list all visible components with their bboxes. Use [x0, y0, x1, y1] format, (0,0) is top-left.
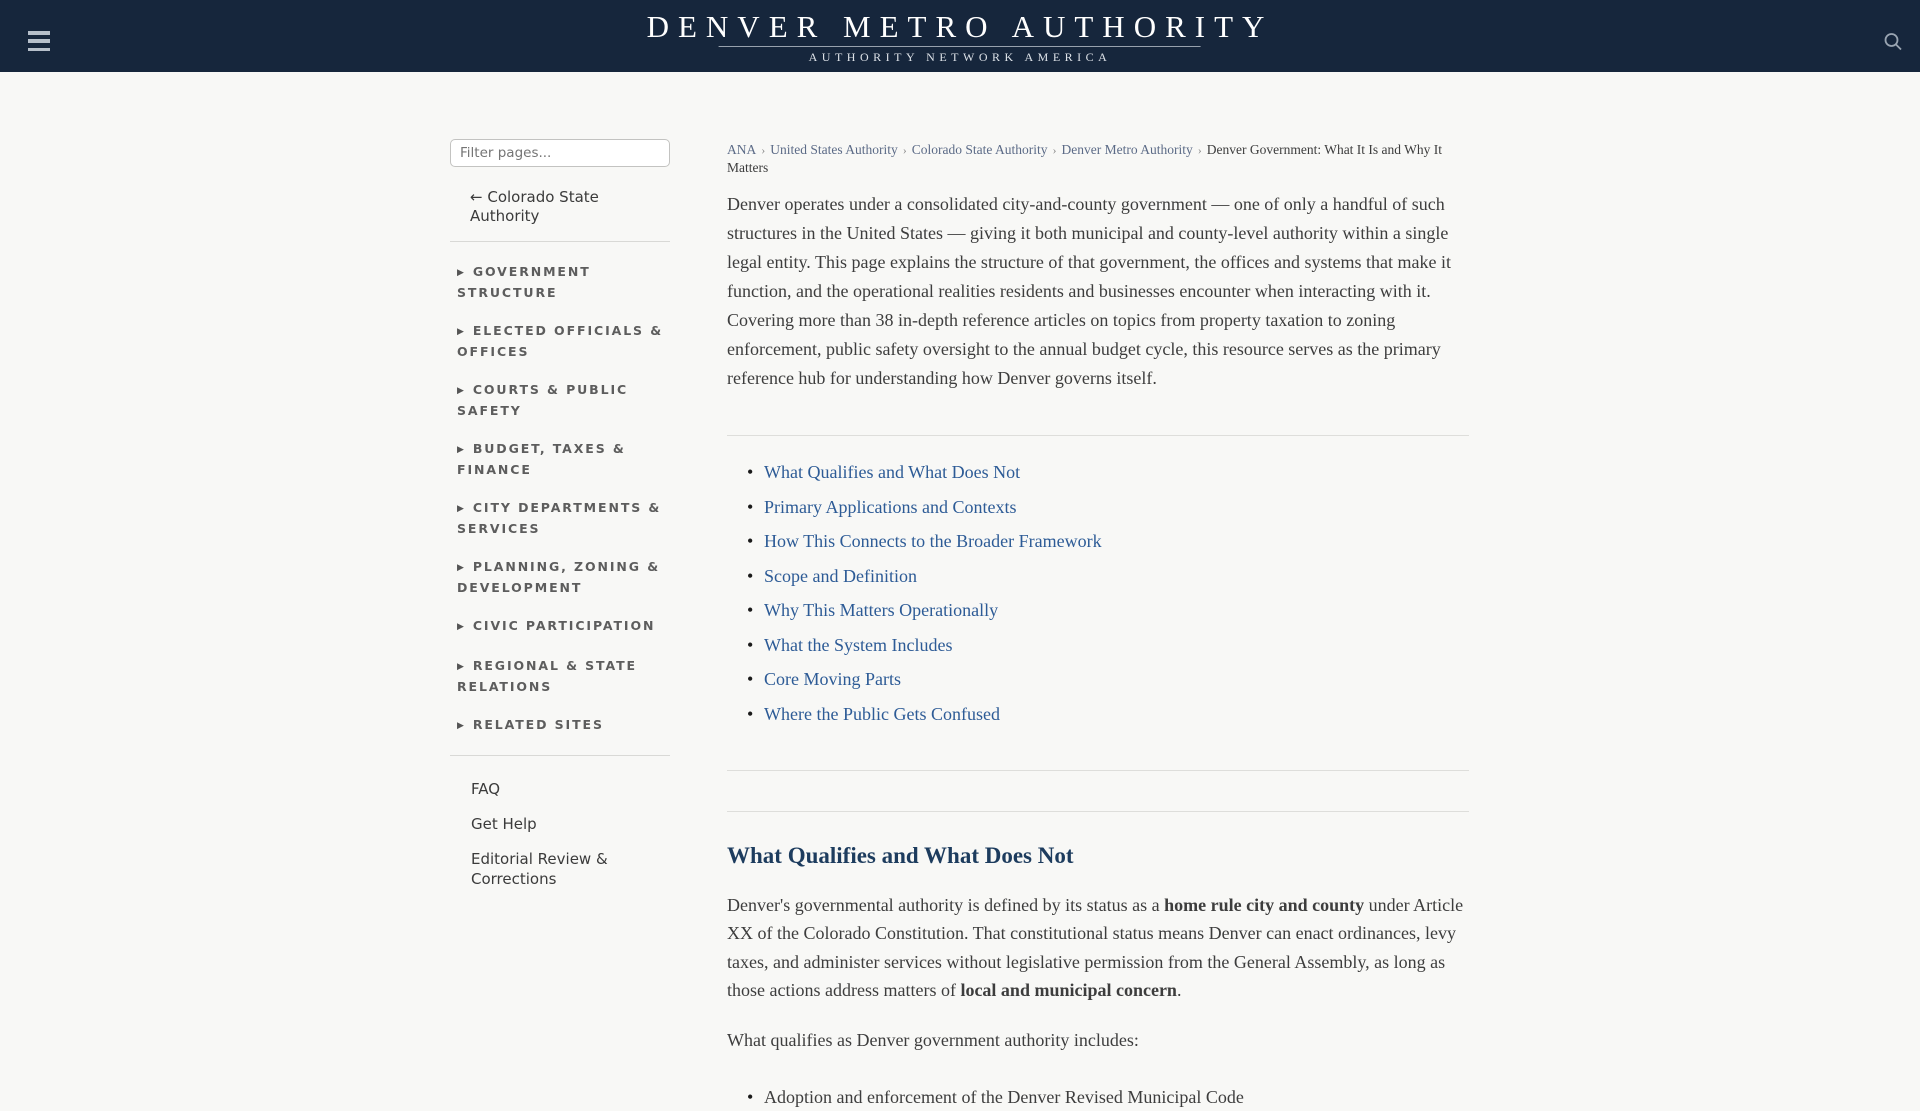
- expand-triangle-icon: ▶: [457, 327, 466, 337]
- menu-bar: [28, 31, 50, 35]
- paragraph-text: Denver's governmental authority is defined by its status as a: [727, 895, 1164, 915]
- breadcrumb-separator: ›: [1198, 143, 1202, 157]
- sidebar-section-item[interactable]: [457, 656, 670, 696]
- breadcrumb-current: Denver Government: What It Is and Why It Matters: [727, 142, 1442, 175]
- sidebar-section-item[interactable]: [457, 439, 670, 479]
- table-of-contents: [727, 463, 1469, 724]
- sidebar-footer-link[interactable]: Editorial Review & Corrections: [471, 849, 646, 889]
- back-link-label: Colorado State Authority: [470, 188, 599, 225]
- breadcrumb-link[interactable]: United States Authority: [770, 142, 898, 157]
- body-paragraph: What qualifies as Denver government authority includes:: [727, 1026, 1469, 1055]
- toc-link[interactable]: Why This Matters Operationally: [764, 600, 998, 620]
- toc-item: [764, 670, 1469, 689]
- content-divider: [727, 435, 1469, 436]
- sidebar-section-item[interactable]: [457, 321, 670, 361]
- breadcrumb-link[interactable]: Denver Metro Authority: [1062, 142, 1193, 157]
- sidebar-section-item[interactable]: [457, 262, 670, 302]
- site-title: DENVER METRO AUTHORITY: [647, 9, 1274, 45]
- toc-link[interactable]: Primary Applications and Contexts: [764, 497, 1016, 517]
- intro-paragraph: Denver operates under a consolidated city-and-county government — one of only a handful of such structures in the United States — giving it both municipal and county-level authority within a single legal entity. This page explains the structure of that government, the offices and systems that make it function, and the operational realities residents and businesses encounter when interacting with it. Covering more than 38 in-depth reference articles on topics from property taxation to zoning enforcement, public safety oversight to the annual budget cycle, this resource serves as the primary reference hub for understanding how Denver governs itself.: [727, 190, 1469, 393]
- body-paragraph: [727, 891, 1469, 1005]
- sidebar-section-label: PLANNING, ZONING & DEVELOPMENT: [457, 559, 660, 595]
- qualifies-list: [727, 1083, 1469, 1111]
- sidebar-section-item[interactable]: [457, 557, 670, 597]
- expand-triangle-icon: ▶: [457, 268, 466, 278]
- main-content: [727, 141, 1469, 1111]
- toc-link[interactable]: How This Connects to the Broader Framework: [764, 531, 1102, 551]
- toc-link[interactable]: Core Moving Parts: [764, 669, 901, 689]
- expand-triangle-icon: ▶: [457, 445, 466, 455]
- sidebar-section-label: GOVERNMENT STRUCTURE: [457, 264, 591, 300]
- sidebar-divider: [450, 755, 670, 756]
- search-icon[interactable]: [1880, 30, 1906, 56]
- expand-triangle-icon: ▶: [457, 662, 466, 672]
- title-rule: [719, 46, 1201, 47]
- toc-item: [764, 636, 1469, 655]
- sidebar: [450, 139, 670, 904]
- breadcrumb-link[interactable]: Colorado State Authority: [912, 142, 1048, 157]
- sidebar-section-item[interactable]: [457, 616, 670, 637]
- breadcrumb-separator: ›: [903, 143, 907, 157]
- sidebar-divider: [450, 241, 670, 242]
- expand-triangle-icon: ▶: [457, 563, 466, 573]
- expand-triangle-icon: ▶: [457, 622, 466, 632]
- content-divider: [727, 770, 1469, 771]
- bold-term: home rule city and county: [1164, 895, 1364, 915]
- expand-triangle-icon: ▶: [457, 386, 466, 396]
- sidebar-section-label: CIVIC PARTICIPATION: [473, 618, 656, 633]
- content-divider: [727, 811, 1469, 812]
- toc-item: [764, 463, 1469, 482]
- back-link-colorado-state-authority[interactable]: [450, 188, 670, 226]
- toc-item: [764, 601, 1469, 620]
- list-item: • Adoption and enforcement of the Denver Revised Municipal Code: [764, 1083, 1469, 1111]
- toc-item: [764, 532, 1469, 551]
- sidebar-section-label: REGIONAL & STATE RELATIONS: [457, 658, 637, 694]
- sidebar-section-label: BUDGET, TAXES & FINANCE: [457, 441, 626, 477]
- toc-link[interactable]: What the System Includes: [764, 635, 952, 655]
- sidebar-section-label: COURTS & PUBLIC SAFETY: [457, 382, 628, 418]
- menu-icon[interactable]: [28, 31, 52, 51]
- sidebar-section-label: RELATED SITES: [473, 717, 604, 732]
- section-heading: What Qualifies and What Does Not: [727, 842, 1469, 870]
- site-subtitle: AUTHORITY NETWORK AMERICA: [647, 50, 1274, 65]
- breadcrumb-separator: ›: [1053, 143, 1057, 157]
- breadcrumb: [727, 141, 1469, 176]
- expand-triangle-icon: ▶: [457, 721, 466, 731]
- sidebar-section-item[interactable]: [457, 498, 670, 538]
- toc-link[interactable]: What Qualifies and What Does Not: [764, 462, 1020, 482]
- menu-bar: [28, 48, 50, 52]
- masthead: [647, 9, 1274, 65]
- breadcrumb-links: [727, 142, 1207, 157]
- sidebar-section-label: CITY DEPARTMENTS & SERVICES: [457, 500, 661, 536]
- sidebar-section-item[interactable]: [457, 380, 670, 420]
- section-what-qualifies: [727, 842, 1469, 1111]
- sidebar-section-item[interactable]: [457, 715, 670, 736]
- sidebar-footer-links: [450, 779, 670, 889]
- toc-item: [764, 498, 1469, 517]
- sidebar-section-label: ELECTED OFFICIALS & OFFICES: [457, 323, 663, 359]
- breadcrumb-link[interactable]: ANA: [727, 142, 756, 157]
- menu-bar: [28, 39, 50, 43]
- paragraph-text: under Article XX of the Colorado Constitution. That constitutional status means Denver can enact ordinances, levy taxes, and administer services without legislative permission from the General Assembly, as long as those actions address matters of: [727, 895, 1463, 1001]
- sidebar-sections: [450, 262, 670, 736]
- sidebar-footer-link[interactable]: FAQ: [471, 779, 646, 799]
- sidebar-footer-link[interactable]: Get Help: [471, 814, 646, 834]
- toc-item: [764, 705, 1469, 724]
- bold-term: local and municipal concern: [960, 980, 1177, 1000]
- toc-item: [764, 567, 1469, 586]
- filter-pages-input[interactable]: [450, 139, 670, 167]
- expand-triangle-icon: ▶: [457, 504, 466, 514]
- breadcrumb-separator: ›: [761, 143, 765, 157]
- toc-link[interactable]: Where the Public Gets Confused: [764, 704, 1000, 724]
- toc-link[interactable]: Scope and Definition: [764, 566, 917, 586]
- app-header: [0, 0, 1920, 72]
- back-arrow-icon: ←: [470, 188, 483, 206]
- paragraph-text: .: [1177, 980, 1182, 1000]
